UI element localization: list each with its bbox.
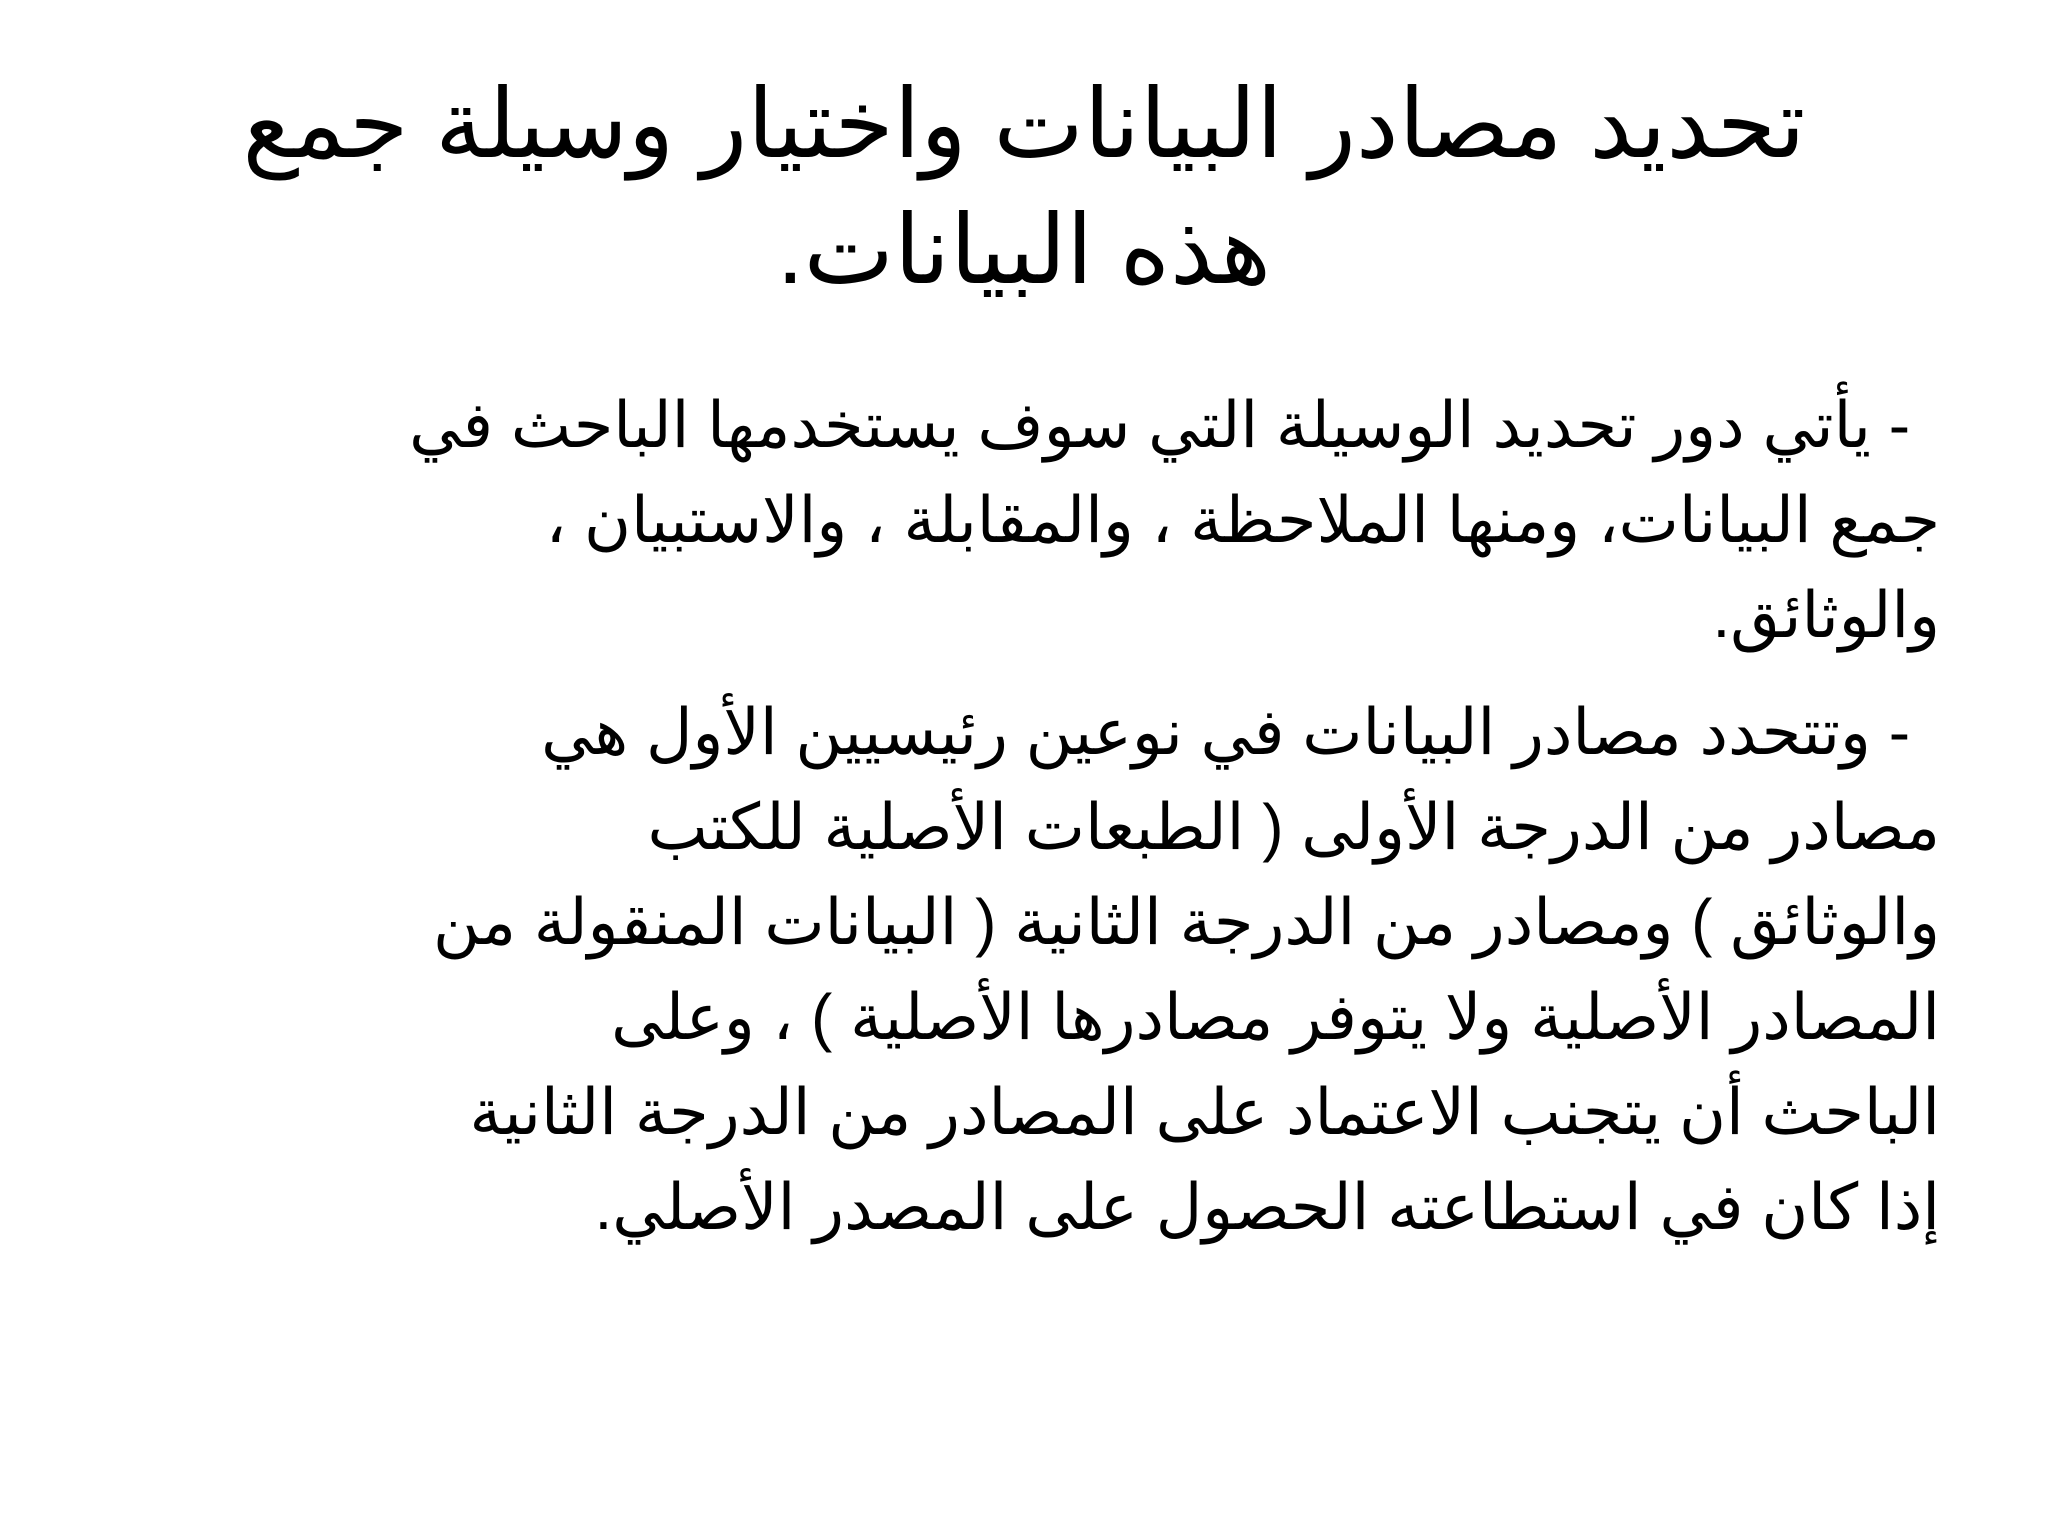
title-line: هذه البيانات. [776,197,1272,304]
text-line: - وتتحدد مصادر البيانات في نوعين رئيسيين الأول هي [541,696,1910,768]
text-line: والوثائق. [1712,579,1940,651]
text-line: الباحث أن يتجنب الاعتماد على المصادر من الدرجة الثانية [469,1076,1940,1148]
paragraph-data-sources [200,685,1940,1255]
slide-body [200,378,1940,1277]
paragraph-data-collection-tools [200,378,1940,663]
text-line: والوثائق ) ومصادر من الدرجة الثانية ( البيانات المنقولة من [433,886,1940,958]
title-line: تحديد مصادر البيانات واختيار وسيلة جمع [242,71,1806,178]
text-line: مصادر من الدرجة الأولى ( الطبعات الأصلية للكتب [647,791,1940,863]
text-line: جمع البيانات، ومنها الملاحظة ، والمقابلة ، والاستبيان ، [545,484,1940,556]
text-line: - يأتي دور تحديد الوسيلة التي سوف يستخدمها الباحث في [409,389,1910,461]
text-line: إذا كان في استطاعته الحصول على المصدر الأصلي. [594,1171,1940,1243]
text-line: المصادر الأصلية ولا يتوفر مصادرها الأصلية ) ، وعلى [611,981,1940,1053]
slide-title [150,62,1898,314]
